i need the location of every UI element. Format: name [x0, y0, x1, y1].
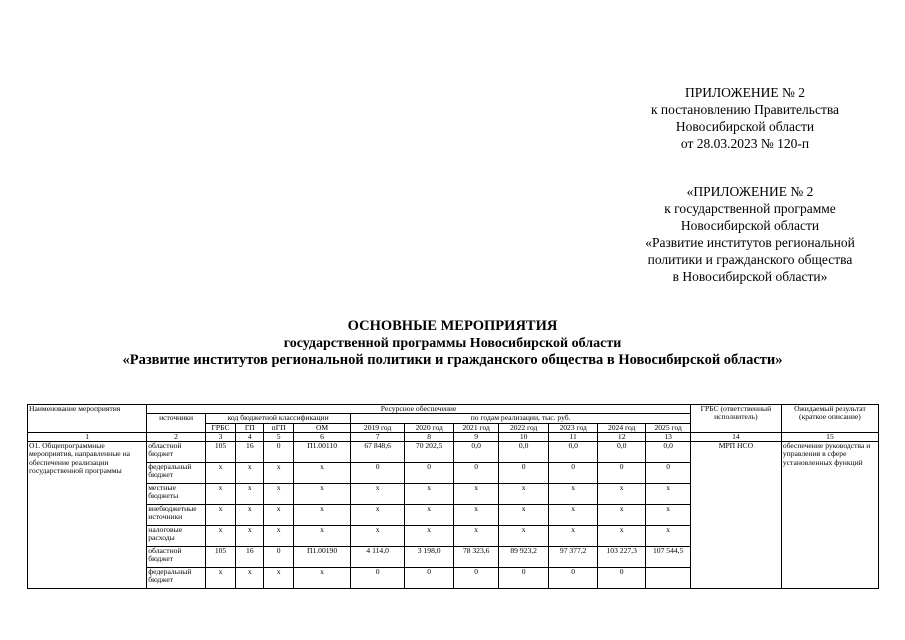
year-value-cell: 0 [597, 463, 646, 484]
gp-cell: х [236, 484, 264, 505]
appendix-line: «ПРИЛОЖЕНИЕ № 2 [686, 184, 814, 199]
appendix-header-resolution [590, 84, 900, 152]
year-value-cell: х [454, 526, 498, 547]
om-cell: х [293, 505, 351, 526]
header-grbs: ГРБС [205, 423, 235, 432]
pgp-cell: х [264, 568, 293, 589]
grbs-cell: х [205, 568, 235, 589]
year-value-cell: х [498, 505, 549, 526]
year-value-cell: 0 [498, 463, 549, 484]
header-sources: источники [147, 414, 206, 433]
year-value-cell: 4 114,0 [351, 547, 405, 568]
gp-cell: х [236, 568, 264, 589]
year-value-cell: х [646, 484, 690, 505]
year-value-cell: х [646, 505, 690, 526]
year-value-cell: х [498, 484, 549, 505]
year-value-cell: 0 [549, 463, 598, 484]
year-value-cell: 0 [454, 568, 498, 589]
header-year: 2022 год [498, 423, 549, 432]
year-value-cell: 70 202,5 [404, 442, 454, 463]
gp-cell: 16 [236, 547, 264, 568]
year-value-cell: 0,0 [454, 442, 498, 463]
year-value-cell: х [549, 484, 598, 505]
title-line-1: ОСНОВНЫЕ МЕРОПРИЯТИЯ [347, 318, 558, 334]
year-value-cell: 0 [351, 463, 405, 484]
year-value-cell [646, 568, 690, 589]
appendix-line: «Развитие институтов региональной [645, 235, 855, 250]
year-value-cell: х [454, 484, 498, 505]
column-number: 13 [646, 432, 690, 441]
appendix-line: Новосибирской области [680, 218, 820, 233]
year-value-cell: 0 [646, 463, 690, 484]
appendix-line: к государственной программе [664, 201, 836, 216]
result-cell: обеспечение руководства и управления в сфере установленных функций [781, 442, 878, 589]
year-value-cell: 0,0 [498, 442, 549, 463]
year-value-cell: 103 227,3 [597, 547, 646, 568]
year-value-cell: 0 [549, 568, 598, 589]
year-value-cell: 0 [498, 568, 549, 589]
year-value-cell: 0 [597, 568, 646, 589]
main-events-table [27, 404, 879, 589]
appendix-line: к постановлению Правительства [650, 102, 840, 117]
table-row [28, 442, 879, 463]
column-number: 7 [351, 432, 405, 441]
column-number: 12 [597, 432, 646, 441]
year-value-cell: 78 323,6 [454, 547, 498, 568]
source-cell: федеральный бюджет [147, 463, 206, 484]
document-title [0, 318, 905, 369]
year-value-cell: х [597, 526, 646, 547]
gp-cell: 16 [236, 442, 264, 463]
gp-cell: х [236, 526, 264, 547]
year-value-cell: 0,0 [646, 442, 690, 463]
header-kbk: код бюджетной классификации [205, 414, 351, 423]
column-number: 11 [549, 432, 598, 441]
header-year: 2025 год [646, 423, 690, 432]
year-value-cell: х [404, 526, 454, 547]
year-value-cell: 97 377,2 [549, 547, 598, 568]
title-line-2: государственной программы Новосибирской области [283, 336, 622, 351]
responsible-cell: МРП НСО [690, 442, 781, 589]
pgp-cell: х [264, 505, 293, 526]
header-year: 2024 год [597, 423, 646, 432]
source-cell: местные бюджеты [147, 484, 206, 505]
om-cell: х [293, 463, 351, 484]
header-result: Ожидаемый результат (краткое описание) [781, 405, 878, 433]
source-cell: областной бюджет [147, 547, 206, 568]
title-line-3: «Развитие институтов региональной политики и гражданского общества в Новосибирской области» [122, 352, 783, 368]
year-value-cell: х [597, 484, 646, 505]
pgp-cell: х [264, 484, 293, 505]
year-value-cell: х [351, 484, 405, 505]
column-number: 8 [404, 432, 454, 441]
year-value-cell: 0,0 [597, 442, 646, 463]
column-number: 15 [781, 432, 878, 441]
year-value-cell: х [498, 526, 549, 547]
grbs-cell: х [205, 505, 235, 526]
header-year: 2023 год [549, 423, 598, 432]
year-value-cell: х [597, 505, 646, 526]
gp-cell: х [236, 505, 264, 526]
column-number: 9 [454, 432, 498, 441]
pgp-cell: 0 [264, 547, 293, 568]
om-cell: П1.00190 [293, 547, 351, 568]
grbs-cell: х [205, 484, 235, 505]
column-number-row [28, 432, 879, 441]
gp-cell: х [236, 463, 264, 484]
om-cell: х [293, 526, 351, 547]
year-value-cell: 89 923,2 [498, 547, 549, 568]
header-responsible: ГРБС (ответственный исполнитель) [690, 405, 781, 433]
pgp-cell: х [264, 526, 293, 547]
source-cell: областной бюджет [147, 442, 206, 463]
appendix-line: ПРИЛОЖЕНИЕ № 2 [684, 85, 806, 100]
year-value-cell: х [454, 505, 498, 526]
pgp-cell: х [264, 463, 293, 484]
year-value-cell: х [646, 526, 690, 547]
header-year: 2021 год [454, 423, 498, 432]
year-value-cell: 3 198,0 [404, 547, 454, 568]
year-value-cell: 0,0 [549, 442, 598, 463]
column-number: 1 [28, 432, 147, 441]
om-cell: х [293, 484, 351, 505]
pgp-cell: 0 [264, 442, 293, 463]
appendix-line: политики и гражданского общества [647, 252, 853, 267]
appendix-line: от 28.03.2023 № 120-п [680, 136, 810, 151]
column-number: 14 [690, 432, 781, 441]
header-om: ОМ [293, 423, 351, 432]
source-cell: федеральный бюджет [147, 568, 206, 589]
om-cell: П1.00110 [293, 442, 351, 463]
grbs-cell: 105 [205, 547, 235, 568]
year-value-cell: х [404, 505, 454, 526]
grbs-cell: х [205, 526, 235, 547]
header-gp: ГП [236, 423, 264, 432]
header-year: 2020 год [404, 423, 454, 432]
grbs-cell: х [205, 463, 235, 484]
header-row-1 [28, 405, 879, 414]
year-value-cell: х [549, 526, 598, 547]
year-value-cell: 0 [454, 463, 498, 484]
grbs-cell: 105 [205, 442, 235, 463]
om-cell: х [293, 568, 351, 589]
year-value-cell: х [351, 526, 405, 547]
header-year: 2019 год [351, 423, 405, 432]
year-value-cell: х [351, 505, 405, 526]
appendix-line: в Новосибирской области» [672, 269, 828, 284]
year-value-cell: 107 544,5 [646, 547, 690, 568]
header-pgp: пГП [264, 423, 293, 432]
source-cell: налоговые расходы [147, 526, 206, 547]
column-number: 6 [293, 432, 351, 441]
column-number: 4 [236, 432, 264, 441]
year-value-cell: х [549, 505, 598, 526]
header-resources: Ресурсное обеспечение [147, 405, 691, 414]
source-cell: внебюджетные источники [147, 505, 206, 526]
appendix-header-program [600, 183, 900, 285]
appendix-line: Новосибирской области [675, 119, 815, 134]
year-value-cell: 0 [351, 568, 405, 589]
year-value-cell: х [404, 484, 454, 505]
column-number: 3 [205, 432, 235, 441]
header-years: по годам реализации, тыс. руб. [351, 414, 691, 423]
column-number: 10 [498, 432, 549, 441]
header-event-name: Наименование мероприятия [28, 405, 147, 433]
year-value-cell: 0 [404, 568, 454, 589]
column-number: 2 [147, 432, 206, 441]
year-value-cell: 67 848,6 [351, 442, 405, 463]
event-name-cell: О1. Общепрограммные мероприятия, направленные на обеспечение реализации государственной программы [28, 442, 147, 589]
column-number: 5 [264, 432, 293, 441]
year-value-cell: 0 [404, 463, 454, 484]
